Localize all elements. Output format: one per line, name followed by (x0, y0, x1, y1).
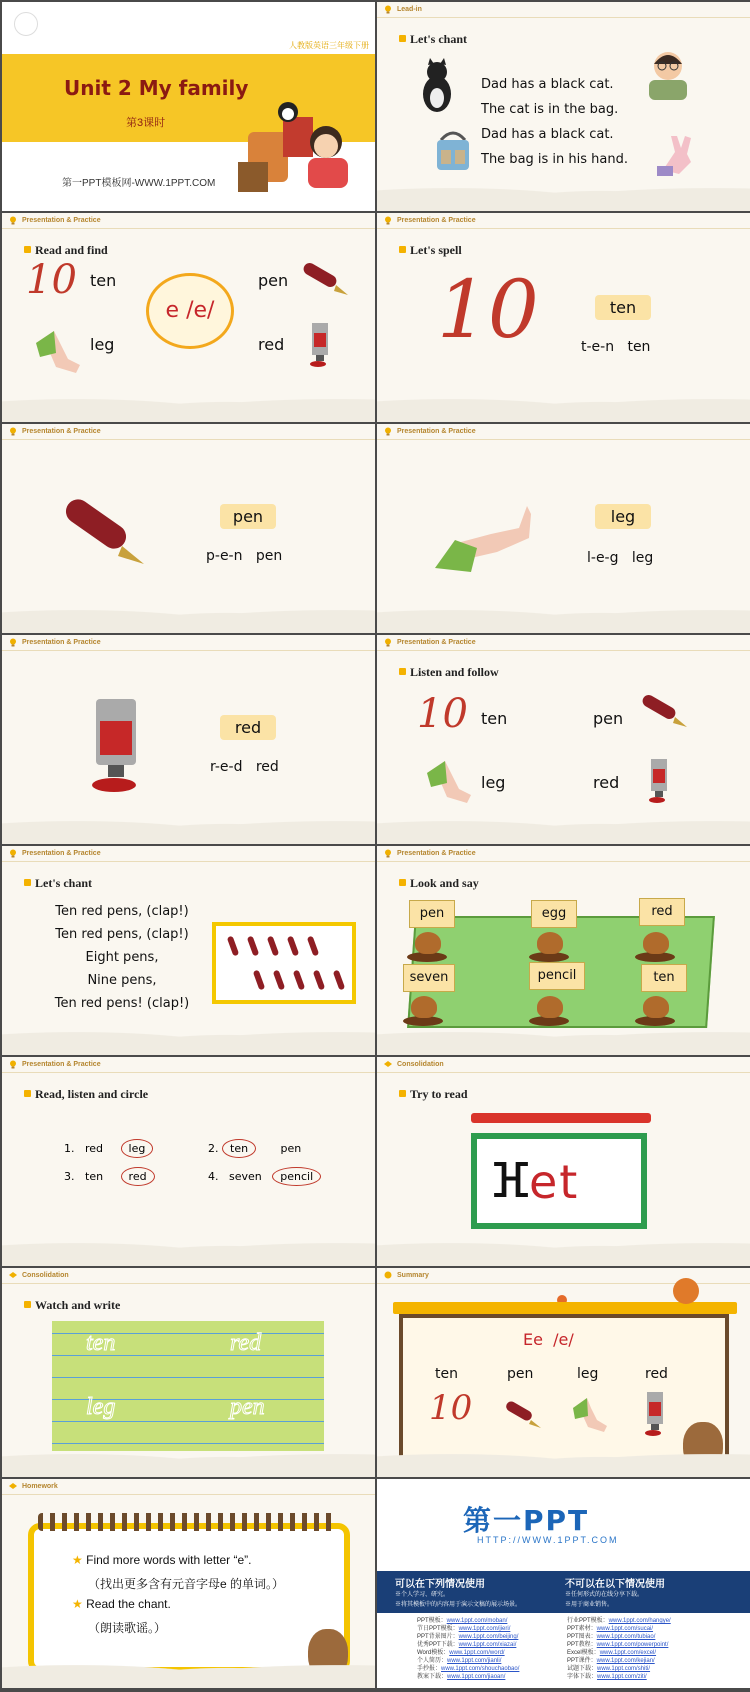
leg-image (423, 753, 473, 803)
link-label: PPT课件： (567, 1658, 597, 1664)
hole (403, 1016, 443, 1026)
section-title: Try to read (399, 1087, 468, 1102)
bulb-icon (384, 638, 392, 647)
link-label: PPT模板： (417, 1618, 447, 1624)
link-url[interactable]: www.1ppt.com/beijing/ (458, 1634, 519, 1640)
chant-line: Ten red pens! (clap!) (54, 996, 190, 1011)
slide-listen-and-follow[interactable] (377, 635, 750, 844)
word-ten: ten (481, 709, 508, 728)
mole (643, 996, 669, 1018)
homework-text: Read the chant. (86, 1597, 171, 1611)
slide-header: Lead-in (377, 2, 750, 18)
slide-header: Presentation & Practice (2, 846, 375, 862)
section-title: Read, listen and circle (24, 1087, 148, 1102)
links-left (417, 1617, 519, 1681)
number-ten: 10 (437, 263, 539, 356)
lesson-label: 第3课时 (126, 117, 166, 129)
word-red: red (593, 773, 620, 792)
link-label: 个人简历： (417, 1658, 448, 1664)
homework-item: （找出更多含有元音字母e 的单词。） (88, 1577, 285, 1591)
paint-tube-image (647, 759, 671, 803)
bulb-icon (384, 849, 392, 858)
pen-image (503, 1398, 543, 1428)
cannot-title: 不可以在以下情况使用 (565, 1579, 665, 1590)
link-label: 试题下载： (567, 1666, 598, 1672)
row-number: 1. (64, 1142, 75, 1155)
can-item: ※将其模板中的内容用于演示文稿的展示场景。 (395, 1602, 522, 1608)
slide-header: Consolidation (377, 1057, 750, 1073)
cat-image (417, 58, 457, 114)
bulb-icon (384, 1271, 392, 1280)
option-a-circled[interactable]: ten (222, 1139, 256, 1158)
section-title: Read and find (24, 243, 108, 258)
slide-read-listen-circle[interactable] (2, 1057, 375, 1266)
spelling (206, 548, 282, 564)
section-title: Watch and write (24, 1298, 120, 1313)
slide-lets-spell[interactable] (377, 213, 750, 422)
word-sign[interactable]: seven (403, 964, 455, 992)
cannot-item: ※任何形式的在线分享下载。 (565, 1592, 644, 1598)
mole (415, 932, 441, 954)
link-label: PPT素材： (567, 1626, 597, 1632)
chant-line: Ten red pens, (clap!) (55, 927, 189, 942)
slide-header: Presentation & Practice (2, 424, 375, 440)
slide-spell-pen[interactable] (2, 424, 375, 633)
letter-overlay: ⴼ (489, 1153, 531, 1209)
option-b-circled[interactable]: leg (121, 1139, 154, 1158)
bulb-icon (9, 427, 17, 436)
chant-line: Dad has a black cat. (481, 77, 614, 92)
hand-image (657, 132, 697, 176)
chant-line: The cat is in the bag. (481, 102, 619, 117)
homework-text: Find more words with letter “e”. (86, 1553, 252, 1567)
bulb-icon (9, 1060, 17, 1069)
row-number: 2. (208, 1142, 219, 1155)
pens-icon (216, 926, 352, 1000)
link-label: 手抄报： (417, 1666, 442, 1672)
link-label: Word模板： (417, 1650, 450, 1656)
number-ten: 10 (26, 257, 77, 303)
summary-word: pen (507, 1366, 534, 1382)
slide-try-to-read[interactable] (377, 1057, 750, 1266)
link-label: 行业PPT模板： (567, 1618, 609, 1624)
star-icon: ★ (72, 1553, 83, 1567)
link-row (417, 1633, 519, 1641)
link-row (567, 1665, 671, 1673)
link-url[interactable]: www.1ppt.com/word/ (449, 1650, 505, 1656)
exercise-row (208, 1139, 301, 1158)
summary-word: red (645, 1366, 668, 1382)
bulb-icon (384, 1060, 392, 1069)
exercise-row (208, 1167, 321, 1186)
link-url[interactable]: www.1ppt.com/shouchaobao/ (441, 1666, 520, 1672)
link-label: Excel模板： (567, 1650, 600, 1656)
slide-header: Summary (377, 1268, 750, 1284)
pen-image (60, 498, 150, 568)
summary-word: ten (435, 1366, 458, 1382)
option-a[interactable]: seven (229, 1170, 262, 1183)
brand-url[interactable]: HTTP://WWW.1PPT.COM (477, 1535, 619, 1545)
slide-header: Consolidation (2, 1268, 375, 1284)
summary-sound: Ee /e/ (523, 1330, 574, 1349)
slide-header: Presentation & Practice (377, 424, 750, 440)
link-url[interactable]: www.1ppt.com/sucai/ (596, 1626, 654, 1632)
slide-header: Presentation & Practice (2, 1057, 375, 1073)
slide-look-and-say[interactable] (377, 846, 750, 1055)
slide-read-and-find[interactable] (2, 213, 375, 422)
leg-image (32, 323, 82, 373)
squirrel-icon (673, 1278, 699, 1304)
link-row (567, 1673, 671, 1681)
try-word: et (529, 1155, 580, 1209)
slide-header: Homework (2, 1479, 375, 1495)
mole (411, 996, 437, 1018)
spelling-letters: p-e-n (206, 548, 243, 564)
paint-tube-image (643, 1392, 667, 1436)
word-pill: pen (220, 504, 276, 529)
section-title: Let's chant (399, 32, 467, 47)
bulb-icon (9, 849, 17, 858)
spelling-word: leg (631, 550, 654, 566)
link-row (417, 1657, 519, 1665)
spelling-letters: l-e-g (587, 550, 619, 566)
word-leg: leg (90, 335, 115, 354)
word-leg: leg (481, 773, 506, 792)
copy-word: pen (230, 1394, 265, 1420)
bulb-icon (9, 1271, 17, 1280)
sound-badge: e /e/ (146, 273, 234, 349)
copy-word: ten (86, 1330, 116, 1356)
word-sign[interactable]: egg (531, 900, 577, 928)
spelling (581, 339, 650, 355)
brand-logo: 第一PPT (463, 1504, 590, 1537)
link-label: 字体下载： (567, 1674, 598, 1680)
bear-icon (308, 1629, 348, 1679)
link-url[interactable]: www.1ppt.com/jieri/ (458, 1626, 511, 1632)
spelling (210, 759, 279, 775)
word-sign[interactable]: pen (409, 900, 455, 928)
link-url[interactable]: www.1ppt.com/kejian/ (596, 1658, 655, 1664)
bulb-icon (9, 638, 17, 647)
link-url[interactable]: www.1ppt.com/moban/ (446, 1618, 508, 1624)
bulb-icon (384, 427, 392, 436)
link-label: 节日PPT模板： (417, 1626, 459, 1632)
option-a[interactable]: red (85, 1142, 104, 1155)
option-b[interactable]: pen (280, 1142, 302, 1155)
dad-image (643, 46, 693, 100)
kids-illustration (238, 92, 368, 202)
spelling-word: red (255, 759, 279, 775)
link-url[interactable]: www.1ppt.com/ziti/ (597, 1674, 647, 1680)
link-url[interactable]: www.1ppt.com/excel/ (599, 1650, 657, 1656)
homework-item (72, 1597, 171, 1611)
summary-word: leg (577, 1366, 599, 1382)
link-url[interactable]: www.1ppt.com/xiazai/ (458, 1642, 517, 1648)
hole (635, 1016, 675, 1026)
cannot-item: ※用于商业销售。 (565, 1602, 614, 1608)
slide-homework[interactable] (2, 1479, 375, 1688)
hole (529, 1016, 569, 1026)
link-row (567, 1657, 671, 1665)
slide-header: Presentation & Practice (2, 213, 375, 229)
sign-bar (471, 1113, 651, 1123)
logo-icon (14, 12, 38, 36)
slide-spell-leg[interactable] (377, 424, 750, 633)
section-title: Look and say (399, 876, 479, 891)
slide-lead-in[interactable] (377, 2, 750, 211)
copy-word: leg (86, 1394, 116, 1420)
link-url[interactable]: www.1ppt.com/hangye/ (608, 1618, 671, 1624)
slide-title[interactable] (2, 2, 375, 211)
link-row (417, 1665, 519, 1673)
chant-line: Ten red pens, (clap!) (55, 904, 189, 919)
exercise-row (64, 1167, 155, 1186)
mole (537, 932, 563, 954)
leg-image (431, 498, 531, 574)
copy-word: red (230, 1330, 262, 1356)
link-row (417, 1641, 519, 1649)
book-label: 人教版英语三年级下册 (289, 41, 369, 50)
bulb-icon (384, 216, 392, 225)
slide-credits[interactable] (377, 1479, 750, 1688)
word-pill: red (220, 715, 276, 740)
section-title: Let's spell (399, 243, 462, 258)
number-ten: 10 (417, 691, 468, 737)
links-right (567, 1617, 671, 1681)
link-url[interactable]: www.1ppt.com/shiti/ (597, 1666, 651, 1672)
link-url[interactable]: www.1ppt.com/powerpoint/ (596, 1642, 669, 1648)
can-item: ※个人学习、研究。 (395, 1592, 450, 1598)
mole (643, 932, 669, 954)
word-ten: ten (90, 271, 117, 290)
pen-image (639, 693, 689, 733)
slide-summary[interactable] (377, 1268, 750, 1477)
word-sign[interactable]: pencil (529, 962, 585, 990)
link-label: PPT背景图片： (417, 1634, 459, 1640)
link-url[interactable]: www.1ppt.com/jianli/ (447, 1658, 502, 1664)
chant-lines (42, 900, 202, 1015)
row-number: 3. (64, 1170, 75, 1183)
spelling (587, 550, 653, 566)
homework-item (72, 1553, 252, 1567)
link-row (567, 1617, 671, 1625)
chant-line: The bag is in his hand. (481, 152, 628, 167)
paint-tube-image (308, 323, 332, 367)
link-url[interactable]: www.1ppt.com/tubiao/ (596, 1634, 656, 1640)
page-title: Unit 2 My family (64, 76, 249, 100)
word-pen: pen (258, 271, 289, 290)
slide-header: Presentation & Practice (2, 635, 375, 651)
slide-lets-chant[interactable] (2, 846, 375, 1055)
word-sign[interactable]: ten (641, 964, 687, 992)
section-title: Listen and follow (399, 665, 499, 680)
link-label: 优秀PPT下载： (417, 1642, 459, 1648)
bulb-icon (384, 5, 392, 14)
word-red: red (258, 335, 285, 354)
link-row (567, 1649, 671, 1657)
slide-header: Presentation & Practice (377, 846, 750, 862)
mole (537, 996, 563, 1018)
spelling-word: pen (255, 548, 283, 564)
slide-spell-red[interactable] (2, 635, 375, 844)
slide-watch-and-write[interactable] (2, 1268, 375, 1477)
paint-tube-image (88, 699, 144, 795)
bulb-icon (9, 216, 17, 225)
link-row (417, 1649, 519, 1657)
link-row (567, 1625, 671, 1633)
chant-lines (481, 72, 628, 172)
link-row (417, 1617, 519, 1625)
link-row (567, 1641, 671, 1649)
homework-item: （朗读歌谣。） (88, 1621, 167, 1635)
option-b-circled[interactable]: pencil (272, 1167, 321, 1186)
bear-icon (683, 1422, 723, 1470)
link-row (567, 1633, 671, 1641)
spelling-word: ten (627, 339, 651, 355)
word-pen: pen (593, 709, 624, 728)
word-pill: leg (595, 504, 651, 529)
chant-line: Eight pens, (85, 950, 159, 965)
spiral (38, 1513, 338, 1531)
spelling-letters: r-e-d (210, 759, 243, 775)
slide-header: Presentation & Practice (377, 213, 750, 229)
link-label: PPT教程： (567, 1642, 597, 1648)
section-title: Let's chant (24, 876, 92, 891)
link-label: PPT图表： (567, 1634, 597, 1640)
can-title: 可以在下列情况使用 (395, 1579, 485, 1590)
site-label: 第一PPT模板网-WWW.1PPT.COM (62, 178, 216, 189)
slide-header: Presentation & Practice (377, 635, 750, 651)
word-pill: ten (595, 295, 651, 320)
chant-line: Dad has a black cat. (481, 127, 614, 142)
leg-image (569, 1392, 609, 1432)
link-label: 教案下载： (417, 1674, 448, 1680)
bag-image (433, 126, 473, 176)
number-ten: 10 (429, 1388, 473, 1428)
chant-line: Nine pens, (87, 973, 157, 988)
bulb-icon (9, 1482, 17, 1491)
pen-image (300, 261, 350, 297)
link-row (417, 1625, 519, 1633)
row-number: 4. (208, 1170, 219, 1183)
star-icon: ★ (72, 1597, 83, 1611)
word-sign[interactable]: red (639, 898, 685, 926)
exercise-row (64, 1139, 153, 1158)
link-url[interactable]: www.1ppt.com/jiaoan/ (447, 1674, 506, 1680)
spelling-letters: t-e-n (581, 339, 615, 355)
option-b-circled[interactable]: red (121, 1167, 155, 1186)
link-row (417, 1673, 519, 1681)
pens-picture (212, 922, 356, 1004)
option-a[interactable]: ten (85, 1170, 104, 1183)
